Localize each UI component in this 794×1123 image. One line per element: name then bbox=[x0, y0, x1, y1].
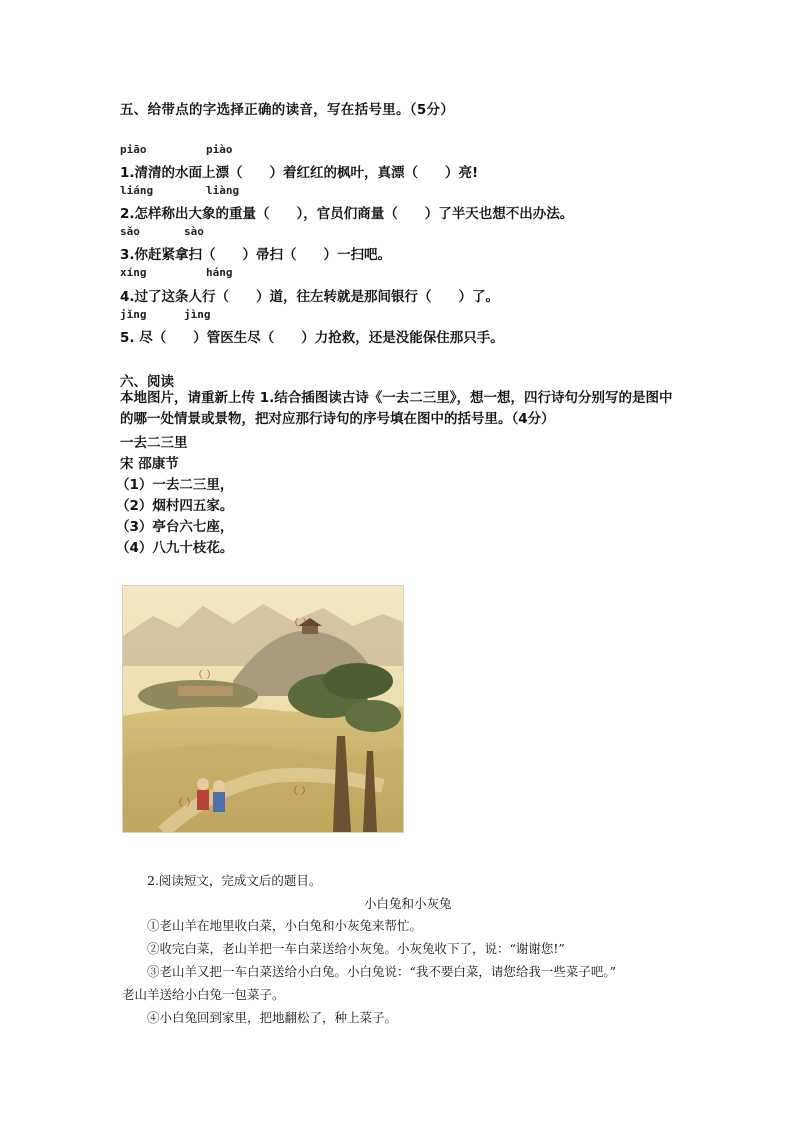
pinyin: sào bbox=[184, 225, 204, 238]
question-line-3: 3.你赶紧拿扫（ ）帚扫（ ）一扫吧。 bbox=[120, 247, 392, 263]
poem-line-4: （4）八九十枝花。 bbox=[116, 540, 234, 556]
pinyin: liàng bbox=[206, 184, 240, 197]
question-line-4: 4.过了这条人行（ ）道，往左转就是那间银行（ ）了。 bbox=[120, 289, 500, 305]
question-line-5: 5. 尽（ ）管医生尽（ ）力抢救，还是没能保住那只手。 bbox=[120, 330, 504, 346]
question-line-1: 1.清清的水面上漂（ ）着红红的枫叶，真漂（ ）亮! bbox=[120, 165, 479, 181]
poem-line-3: （3）亭台六七座， bbox=[116, 519, 234, 535]
paragraph-4: ④小白兔回到家里，把地翻松了，种上菜子。 bbox=[147, 1010, 398, 1025]
poem-title: 一去二三里 bbox=[120, 435, 188, 451]
section6-instruction: 本地图片，请重新上传 1.结合插图读古诗《一去二三里》，想一想，四行诗句分别写的是图中的哪一处情景或景物，把对应那行诗句的序号填在图中的括号里。（4分） bbox=[120, 390, 673, 427]
field bbox=[123, 745, 403, 832]
child-body bbox=[213, 792, 225, 812]
blank-mark: （ ） bbox=[193, 670, 217, 681]
child-body bbox=[197, 790, 209, 810]
section5-title: 五、给带点的字选择正确的读音，写在括号里。（5分） bbox=[120, 102, 455, 118]
pinyin: piào bbox=[206, 143, 233, 156]
pinyin: piāo bbox=[120, 143, 147, 156]
poem-author: 宋 邵康节 bbox=[120, 456, 179, 472]
blank-mark: （ ） bbox=[289, 618, 313, 629]
paragraph-1: ①老山羊在地里收白菜，小白兔和小灰兔来帮忙。 bbox=[147, 918, 423, 933]
poem-line-2: （2）烟村四五家。 bbox=[116, 498, 234, 514]
pinyin: xíng bbox=[120, 266, 147, 279]
paragraph-3-continued: 老山羊送给小白兔一包菜子。 bbox=[122, 987, 285, 1002]
paragraph-2: ②收完白菜，老山羊把一车白菜送给小灰兔。小灰兔收下了，说：“谢谢您!” bbox=[147, 941, 565, 956]
pinyin: jìng bbox=[184, 308, 211, 321]
child-head bbox=[197, 778, 209, 790]
pinyin: jǐng bbox=[120, 308, 147, 321]
reading2-question: 2.阅读短文，完成文后的题目。 bbox=[147, 873, 322, 888]
blank-mark: （ ） bbox=[288, 786, 312, 797]
poem-line-1: （1）一去二三里， bbox=[116, 477, 234, 493]
pinyin: liáng bbox=[120, 184, 154, 197]
story-title: 小白兔和小灰兔 bbox=[364, 896, 452, 911]
landscape-painting bbox=[123, 586, 403, 832]
section6-title: 六、阅读 bbox=[120, 374, 174, 390]
question-line-2: 2.怎样称出大象的重量（ ），官员们商量（ ）了半天也想不出办法。 bbox=[120, 206, 574, 222]
pinyin: sǎo bbox=[120, 225, 140, 238]
poem-illustration bbox=[122, 585, 404, 833]
child-head bbox=[213, 780, 225, 792]
tree-crown bbox=[323, 663, 393, 699]
village-houses bbox=[178, 686, 233, 696]
blank-mark: （ ） bbox=[173, 798, 197, 809]
paragraph-3: ③老山羊又把一车白菜送给小白兔。小白兔说：“我不要白菜，请您给我一些菜子吧。” bbox=[147, 964, 617, 979]
tree-crown bbox=[345, 700, 401, 732]
pinyin: háng bbox=[206, 266, 233, 279]
